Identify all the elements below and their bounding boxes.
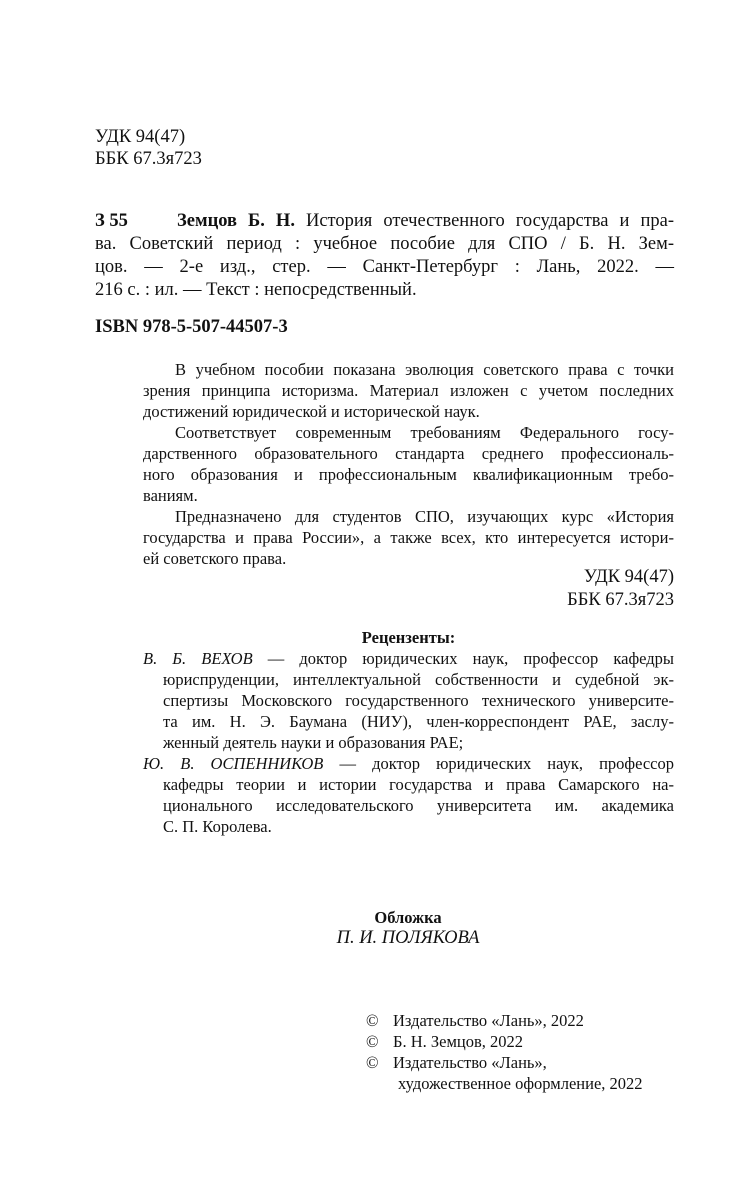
cover-heading: Обложка — [374, 908, 442, 927]
abstract-line-9: государства и права России», а также всех, кто интересуется истори- — [143, 528, 674, 547]
abstract-line-3: достижений юридической и исторической наук. — [143, 402, 480, 421]
copyright-symbol-2: © — [366, 1032, 379, 1051]
abstract-line-5: дарственного образовательного стандарта среднего профессиональ- — [143, 444, 674, 463]
catalog-line-1 — [177, 210, 674, 232]
reviewer-1-line-2: юриспруденции, интеллектуальной собственности и судебной эк- — [163, 670, 674, 689]
reviewer-1-line-1 — [143, 648, 674, 669]
abstract-line-8: Предназначено для студентов СПО, изучающих курс «История — [175, 507, 674, 526]
abstract-line-6: ного образования и профессиональным квалификационным требо- — [143, 465, 674, 484]
udk-code-bottom: УДК 94(47) — [583, 567, 674, 587]
bbk-code-bottom: ББК 67.3я723 — [567, 590, 674, 610]
reviewer-1-line-4: та им. Н. Э. Баумана (НИУ), член-корреспондент РАЕ, заслу- — [163, 712, 674, 731]
abstract-line-4: Соответствует современным требованиям Федерального госу- — [175, 423, 674, 442]
reviewer-2-line-4: С. П. Королева. — [163, 817, 272, 836]
reviewer-1-line-5: женный деятель науки и образования РАЕ; — [163, 733, 464, 752]
reviewer-2-line-2: кафедры теории и истории государства и права Самарского на- — [163, 775, 674, 794]
abstract-line-1: В учебном пособии показана эволюция советского права с точки — [175, 360, 674, 379]
reviewer-2-name: Ю. В. ОСПЕННИКОВ — [143, 754, 324, 773]
author-name: Земцов Б. Н. — [177, 211, 295, 231]
catalog-line-2: ва. Советский период : учебное пособие для СПО / Б. Н. Зем- — [95, 234, 674, 254]
copyright-line-3-continuation: художественное оформление, 2022 — [398, 1074, 643, 1093]
cover-designer-name: П. И. ПОЛЯКОВА — [336, 928, 480, 948]
reviewer-2-line-3: ционального исследовательского университета им. академика — [163, 796, 674, 815]
abstract-line-10: ей советского права. — [143, 549, 287, 568]
copyright-line-1: Издательство «Лань», 2022 — [393, 1011, 584, 1030]
copyright-symbol-3: © — [366, 1053, 379, 1072]
isbn: ISBN 978-5-507-44507-3 — [95, 317, 288, 337]
author-mark: З 55 — [95, 211, 128, 231]
reviewer-2-title: — доктор юридических наук, профессор — [323, 754, 674, 773]
catalog-line-4: 216 с. : ил. — Текст : непосредственный. — [95, 280, 417, 300]
catalog-line-3: цов. — 2-е изд., стер. — Санкт-Петербург : Лань, 2022. — — [95, 257, 674, 277]
reviewer-2-line-1 — [143, 753, 674, 774]
abstract-line-2: зрения принципа историзма. Материал изложен с учетом последних — [143, 381, 674, 400]
copyright-line-2: Б. Н. Земцов, 2022 — [393, 1032, 524, 1051]
bbk-code-top: ББК 67.3я723 — [95, 149, 202, 169]
reviewer-1-line-3: спертизы Московского государственного технического университе- — [163, 691, 674, 710]
reviewers-heading: Рецензенты: — [361, 628, 456, 647]
reviewer-1-name: В. Б. ВЕХОВ — [143, 649, 253, 668]
udk-code-top: УДК 94(47) — [95, 127, 186, 147]
reviewer-1-title: — доктор юридических наук, профессор кафедры — [252, 649, 674, 668]
copyright-symbol-1: © — [366, 1011, 379, 1030]
copyright-line-3: Издательство «Лань», — [393, 1053, 547, 1072]
abstract-line-7: ваниям. — [143, 486, 198, 505]
catalog-title: История отечественного государства и пра- — [294, 211, 674, 231]
